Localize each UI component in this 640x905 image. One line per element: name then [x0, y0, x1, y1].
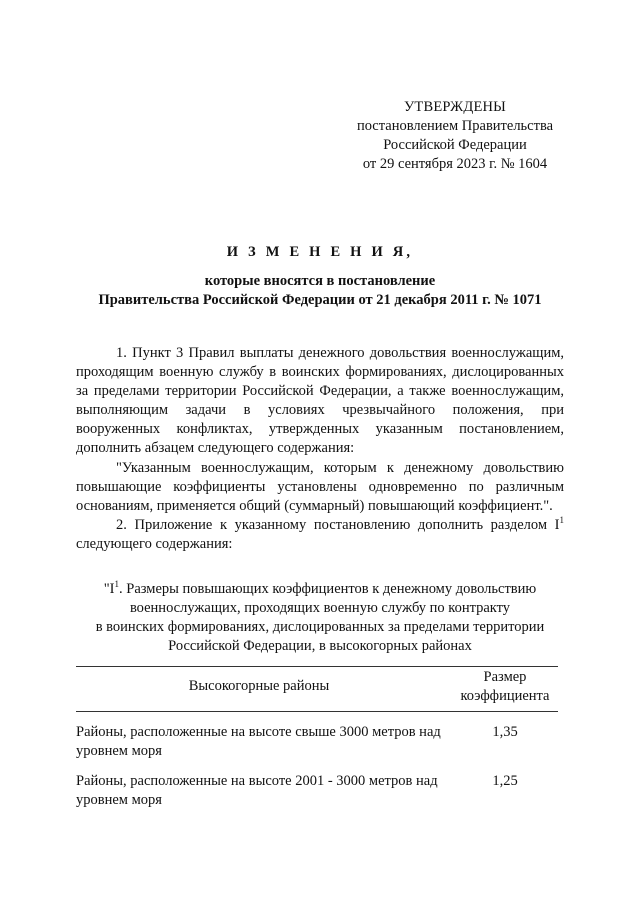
header-coefficient-line-2: коэффициента [460, 688, 550, 704]
document-heading [60, 243, 580, 310]
appendix-line-3: в воинских формированиях, дислоцированных за пределами территории [95, 619, 545, 635]
heading-subtitle-1: которые вносятся в постановление [204, 273, 436, 289]
appendix-superscript: 1 [114, 579, 119, 589]
paragraph-1: 1. Пункт 3 Правил выплаты денежного довольствия военнослужащим, проходящим военную службу в воинских формированиях, дислоцированных за пределами территории Российской Федерации, а также военнослужащим, выполняющим задачи в условиях чрезвычайного положения, при вооруженных конфликтах, утвержденных указанным постановлением, дополнить абзацем следующего содержания: [76, 345, 564, 456]
table-header [76, 666, 558, 710]
paragraph-3-text-end: следующего содержания: [76, 536, 233, 552]
table-header-border [76, 711, 558, 712]
appendix-line-4: Российской Федерации, в высокогорных районах [168, 638, 472, 654]
appendix-line-1-start: "I [103, 581, 115, 597]
appendix-line-1-end: . Размеры повышающих коэффициентов к денежному довольствию [119, 581, 537, 597]
paragraph-3-superscript: 1 [559, 515, 564, 525]
paragraph-3-text: 2. Приложение к указанному постановлению дополнить разделом I [116, 517, 560, 533]
appendix-line-1 [60, 580, 580, 599]
header-coefficient [452, 668, 558, 706]
document-body [76, 344, 564, 554]
header-coefficient-line-1: Размер [483, 669, 527, 685]
appendix-line-2: военнослужащих, проходящих военную службу по контракту [129, 600, 511, 616]
row-coefficient: 1,35 [492, 724, 518, 740]
approval-stamp [340, 98, 570, 174]
row-region: Районы, расположенные на высоте свыше 3000 метров над уровнем моря [76, 724, 441, 759]
approval-line-3: от 29 сентября 2023 г. № 1604 [362, 156, 548, 172]
approval-title: УТВЕРЖДЕНЫ [403, 99, 507, 115]
row-coefficient: 1,25 [492, 773, 518, 789]
paragraph-2: "Указанным военнослужащим, которым к денежному довольствию повышающие коэффициенты установлены одновременно по различным основаниям, применяется общий (суммарный) повышающий коэффициент.". [76, 460, 564, 514]
row-region: Районы, расположенные на высоте 2001 - 3000 метров над уровнем моря [76, 773, 438, 808]
paragraph-3 [76, 516, 564, 554]
approval-line-2: Российской Федерации [383, 137, 527, 153]
header-regions: Высокогорные районы [188, 678, 330, 694]
heading-subtitle-2: Правительства Российской Федерации от 21 декабря 2011 г. № 1071 [98, 292, 542, 308]
appendix-title [60, 580, 580, 656]
heading-title: И З М Е Н Е Н И Я, [226, 244, 414, 260]
approval-line-1: постановлением Правительства [356, 118, 554, 134]
